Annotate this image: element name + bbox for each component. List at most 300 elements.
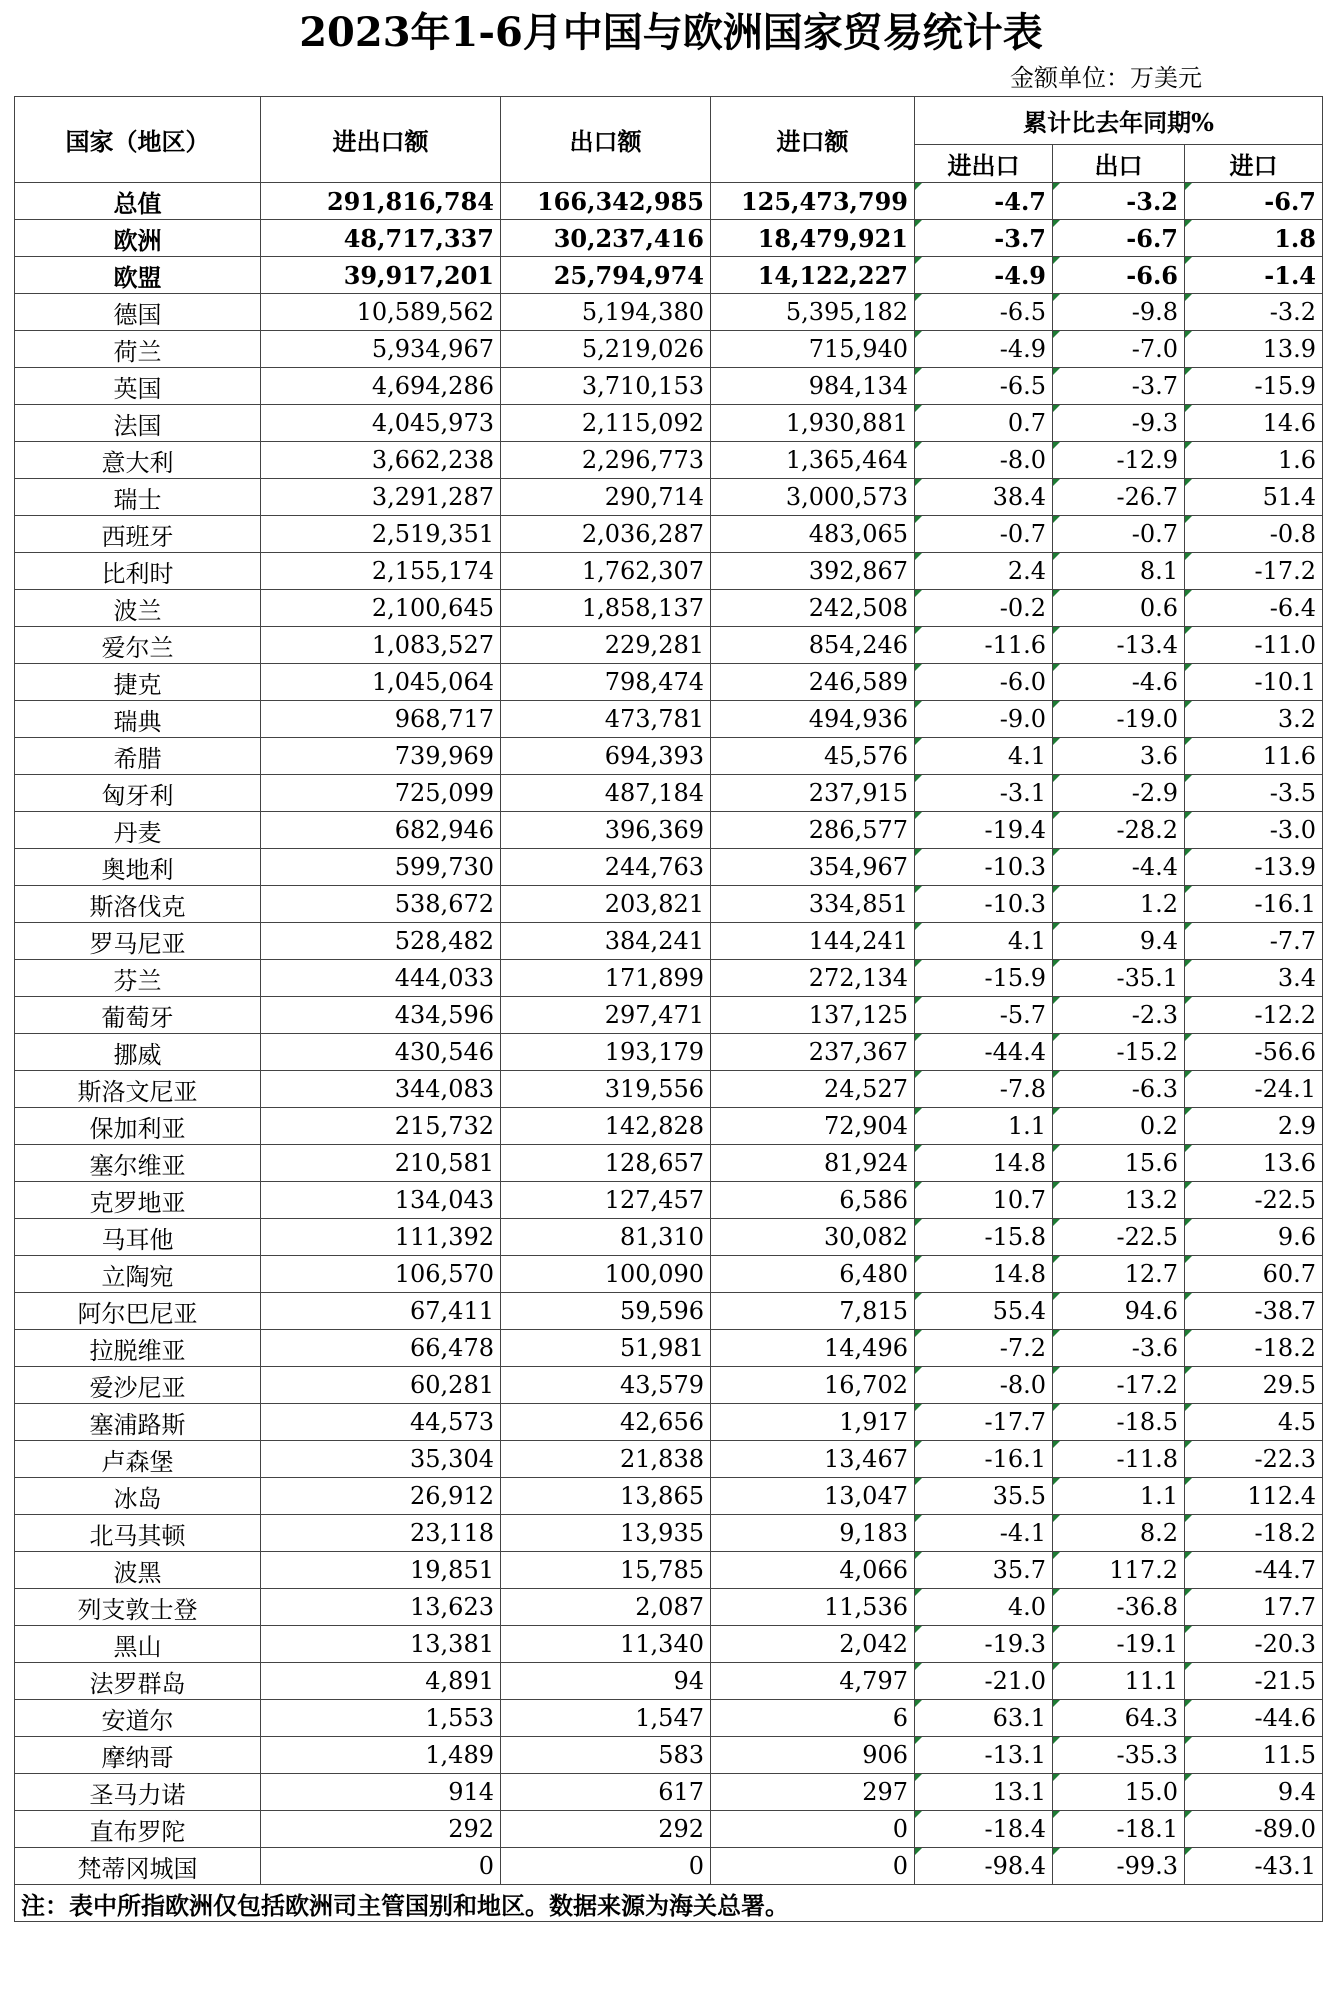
- growth-export: -9.3: [1053, 405, 1185, 442]
- table-row: [15, 701, 1323, 738]
- table-row: [15, 923, 1323, 960]
- import-value: 354,967: [711, 849, 915, 886]
- country-name: 希腊: [15, 738, 261, 775]
- total-value: 134,043: [261, 1182, 501, 1219]
- growth-export: -28.2: [1053, 812, 1185, 849]
- country-name: 爱尔兰: [15, 627, 261, 664]
- growth-export: -2.9: [1053, 775, 1185, 812]
- growth-import: 51.4: [1185, 479, 1323, 516]
- growth-import: -17.2: [1185, 553, 1323, 590]
- table-row: [15, 960, 1323, 997]
- growth-total: 4.0: [915, 1589, 1053, 1626]
- growth-total: -6.5: [915, 294, 1053, 331]
- table-row: [15, 368, 1323, 405]
- total-value: 444,033: [261, 960, 501, 997]
- growth-export: 117.2: [1053, 1552, 1185, 1589]
- country-name: 冰岛: [15, 1478, 261, 1515]
- export-value: 5,219,026: [501, 331, 711, 368]
- total-value: 292: [261, 1811, 501, 1848]
- total-value: 344,083: [261, 1071, 501, 1108]
- table-row: [15, 590, 1323, 627]
- import-value: 81,924: [711, 1145, 915, 1182]
- growth-total: 1.1: [915, 1108, 1053, 1145]
- growth-export: -26.7: [1053, 479, 1185, 516]
- total-value: 19,851: [261, 1552, 501, 1589]
- growth-export: -35.3: [1053, 1737, 1185, 1774]
- import-value: 6,480: [711, 1256, 915, 1293]
- growth-total: 63.1: [915, 1700, 1053, 1737]
- growth-total: 4.1: [915, 923, 1053, 960]
- export-value: 487,184: [501, 775, 711, 812]
- export-value: 2,115,092: [501, 405, 711, 442]
- table-row: [15, 1108, 1323, 1145]
- growth-import: -3.2: [1185, 294, 1323, 331]
- growth-import: 3.2: [1185, 701, 1323, 738]
- import-value: 1,930,881: [711, 405, 915, 442]
- export-value: 583: [501, 1737, 711, 1774]
- country-name: 波黑: [15, 1552, 261, 1589]
- growth-import: -43.1: [1185, 1848, 1323, 1885]
- growth-total: 55.4: [915, 1293, 1053, 1330]
- export-value: 396,369: [501, 812, 711, 849]
- country-name: 安道尔: [15, 1700, 261, 1737]
- growth-export: -35.1: [1053, 960, 1185, 997]
- export-value: 5,194,380: [501, 294, 711, 331]
- total-value: 538,672: [261, 886, 501, 923]
- import-value: 237,915: [711, 775, 915, 812]
- growth-import: 13.9: [1185, 331, 1323, 368]
- growth-import: 4.5: [1185, 1404, 1323, 1441]
- import-value: 1,365,464: [711, 442, 915, 479]
- import-value: 144,241: [711, 923, 915, 960]
- country-name: 保加利亚: [15, 1108, 261, 1145]
- growth-total: -18.4: [915, 1811, 1053, 1848]
- table-row: [15, 183, 1323, 220]
- growth-total: -15.9: [915, 960, 1053, 997]
- table-row: [15, 1737, 1323, 1774]
- total-value: 13,381: [261, 1626, 501, 1663]
- growth-total: -13.1: [915, 1737, 1053, 1774]
- growth-export: -3.6: [1053, 1330, 1185, 1367]
- growth-total: -19.3: [915, 1626, 1053, 1663]
- export-value: 473,781: [501, 701, 711, 738]
- import-value: 854,246: [711, 627, 915, 664]
- export-value: 51,981: [501, 1330, 711, 1367]
- export-value: 30,237,416: [501, 220, 711, 257]
- growth-import: -18.2: [1185, 1515, 1323, 1552]
- total-value: 35,304: [261, 1441, 501, 1478]
- export-value: 94: [501, 1663, 711, 1700]
- export-value: 13,865: [501, 1478, 711, 1515]
- growth-import: -3.5: [1185, 775, 1323, 812]
- export-value: 43,579: [501, 1367, 711, 1404]
- growth-import: -6.4: [1185, 590, 1323, 627]
- growth-total: -21.0: [915, 1663, 1053, 1700]
- country-name: 比利时: [15, 553, 261, 590]
- growth-import: 60.7: [1185, 1256, 1323, 1293]
- growth-total: 35.5: [915, 1478, 1053, 1515]
- table-row: [15, 1404, 1323, 1441]
- country-name: 摩纳哥: [15, 1737, 261, 1774]
- country-name: 马耳他: [15, 1219, 261, 1256]
- growth-total: -17.7: [915, 1404, 1053, 1441]
- page-title: 2023年1-6月中国与欧洲国家贸易统计表: [299, 9, 1043, 56]
- export-value: 319,556: [501, 1071, 711, 1108]
- export-value: 127,457: [501, 1182, 711, 1219]
- growth-export: -12.9: [1053, 442, 1185, 479]
- country-name: 罗马尼亚: [15, 923, 261, 960]
- total-value: 39,917,201: [261, 257, 501, 294]
- growth-export: -11.8: [1053, 1441, 1185, 1478]
- table-row: [15, 553, 1323, 590]
- growth-export: -4.4: [1053, 849, 1185, 886]
- growth-total: -4.9: [915, 257, 1053, 294]
- table-row: [15, 1256, 1323, 1293]
- total-value: 682,946: [261, 812, 501, 849]
- growth-export: -2.3: [1053, 997, 1185, 1034]
- table-row: [15, 1700, 1323, 1737]
- country-name: 总值: [15, 183, 261, 220]
- import-value: 246,589: [711, 664, 915, 701]
- growth-export: -17.2: [1053, 1367, 1185, 1404]
- growth-export: 15.0: [1053, 1774, 1185, 1811]
- country-name: 德国: [15, 294, 261, 331]
- table-row: [15, 1367, 1323, 1404]
- country-name: 卢森堡: [15, 1441, 261, 1478]
- total-value: 48,717,337: [261, 220, 501, 257]
- unit-label: 金额单位：万美元: [1010, 64, 1202, 92]
- country-name: 拉脱维亚: [15, 1330, 261, 1367]
- table-row: [15, 1330, 1323, 1367]
- header-growth-export: 出口: [1053, 145, 1185, 183]
- country-name: 塞浦路斯: [15, 1404, 261, 1441]
- country-name: 意大利: [15, 442, 261, 479]
- export-value: 2,036,287: [501, 516, 711, 553]
- import-value: 24,527: [711, 1071, 915, 1108]
- country-name: 波兰: [15, 590, 261, 627]
- export-value: 171,899: [501, 960, 711, 997]
- country-name: 梵蒂冈城国: [15, 1848, 261, 1885]
- growth-export: -6.6: [1053, 257, 1185, 294]
- export-value: 59,596: [501, 1293, 711, 1330]
- growth-total: -10.3: [915, 886, 1053, 923]
- country-name: 法罗群岛: [15, 1663, 261, 1700]
- growth-total: 13.1: [915, 1774, 1053, 1811]
- growth-import: -20.3: [1185, 1626, 1323, 1663]
- table-row: [15, 1589, 1323, 1626]
- total-value: 210,581: [261, 1145, 501, 1182]
- country-name: 爱沙尼亚: [15, 1367, 261, 1404]
- total-value: 914: [261, 1774, 501, 1811]
- total-value: 3,662,238: [261, 442, 501, 479]
- import-value: 494,936: [711, 701, 915, 738]
- growth-total: -6.0: [915, 664, 1053, 701]
- total-value: 13,623: [261, 1589, 501, 1626]
- import-value: 14,496: [711, 1330, 915, 1367]
- country-name: 斯洛文尼亚: [15, 1071, 261, 1108]
- growth-import: 112.4: [1185, 1478, 1323, 1515]
- growth-export: -13.4: [1053, 627, 1185, 664]
- total-value: 291,816,784: [261, 183, 501, 220]
- growth-import: 17.7: [1185, 1589, 1323, 1626]
- country-name: 匈牙利: [15, 775, 261, 812]
- export-value: 292: [501, 1811, 711, 1848]
- table-row: [15, 1145, 1323, 1182]
- import-value: 45,576: [711, 738, 915, 775]
- header-export: 出口额: [501, 97, 711, 183]
- import-value: 13,047: [711, 1478, 915, 1515]
- export-value: 13,935: [501, 1515, 711, 1552]
- table-row: [15, 738, 1323, 775]
- growth-import: 1.6: [1185, 442, 1323, 479]
- growth-total: -4.1: [915, 1515, 1053, 1552]
- country-name: 北马其顿: [15, 1515, 261, 1552]
- footnote: 注：表中所指欧洲仅包括欧洲司主管国别和地区。数据来源为海关总署。: [15, 1885, 1323, 1922]
- country-name: 瑞典: [15, 701, 261, 738]
- total-value: 3,291,287: [261, 479, 501, 516]
- growth-export: -3.2: [1053, 183, 1185, 220]
- growth-total: -11.6: [915, 627, 1053, 664]
- country-name: 丹麦: [15, 812, 261, 849]
- growth-total: -19.4: [915, 812, 1053, 849]
- growth-import: 29.5: [1185, 1367, 1323, 1404]
- growth-total: 35.7: [915, 1552, 1053, 1589]
- table-row: [15, 812, 1323, 849]
- country-name: 葡萄牙: [15, 997, 261, 1034]
- growth-import: -44.7: [1185, 1552, 1323, 1589]
- growth-total: -0.7: [915, 516, 1053, 553]
- table-row: [15, 1034, 1323, 1071]
- table-row: [15, 1441, 1323, 1478]
- growth-total: -6.5: [915, 368, 1053, 405]
- growth-total: 4.1: [915, 738, 1053, 775]
- growth-import: 13.6: [1185, 1145, 1323, 1182]
- growth-export: 9.4: [1053, 923, 1185, 960]
- import-value: 9,183: [711, 1515, 915, 1552]
- import-value: 6,586: [711, 1182, 915, 1219]
- export-value: 81,310: [501, 1219, 711, 1256]
- growth-export: -7.0: [1053, 331, 1185, 368]
- table-row: [15, 627, 1323, 664]
- total-value: 215,732: [261, 1108, 501, 1145]
- export-value: 166,342,985: [501, 183, 711, 220]
- growth-export: -18.5: [1053, 1404, 1185, 1441]
- growth-export: -18.1: [1053, 1811, 1185, 1848]
- growth-total: 14.8: [915, 1256, 1053, 1293]
- table-row: [15, 1182, 1323, 1219]
- total-value: 5,934,967: [261, 331, 501, 368]
- table-row: [15, 331, 1323, 368]
- country-name: 荷兰: [15, 331, 261, 368]
- growth-total: -3.7: [915, 220, 1053, 257]
- total-value: 2,100,645: [261, 590, 501, 627]
- total-value: 739,969: [261, 738, 501, 775]
- import-value: 2,042: [711, 1626, 915, 1663]
- growth-import: -18.2: [1185, 1330, 1323, 1367]
- table-row: [15, 1663, 1323, 1700]
- export-value: 244,763: [501, 849, 711, 886]
- header-growth-import: 进口: [1185, 145, 1323, 183]
- growth-total: -8.0: [915, 442, 1053, 479]
- country-name: 英国: [15, 368, 261, 405]
- growth-total: -44.4: [915, 1034, 1053, 1071]
- growth-total: -15.8: [915, 1219, 1053, 1256]
- export-value: 694,393: [501, 738, 711, 775]
- growth-import: 9.4: [1185, 1774, 1323, 1811]
- growth-total: -10.3: [915, 849, 1053, 886]
- table-row: [15, 1515, 1323, 1552]
- growth-total: 2.4: [915, 553, 1053, 590]
- growth-export: 0.6: [1053, 590, 1185, 627]
- growth-import: 11.6: [1185, 738, 1323, 775]
- export-value: 11,340: [501, 1626, 711, 1663]
- country-name: 捷克: [15, 664, 261, 701]
- table-row: [15, 1293, 1323, 1330]
- total-value: 528,482: [261, 923, 501, 960]
- import-value: 1,917: [711, 1404, 915, 1441]
- total-value: 2,155,174: [261, 553, 501, 590]
- growth-import: -3.0: [1185, 812, 1323, 849]
- growth-import: -89.0: [1185, 1811, 1323, 1848]
- growth-export: -19.1: [1053, 1626, 1185, 1663]
- growth-export: 8.1: [1053, 553, 1185, 590]
- import-value: 4,066: [711, 1552, 915, 1589]
- import-value: 334,851: [711, 886, 915, 923]
- growth-export: -15.2: [1053, 1034, 1185, 1071]
- export-value: 142,828: [501, 1108, 711, 1145]
- country-name: 欧洲: [15, 220, 261, 257]
- growth-export: 3.6: [1053, 738, 1185, 775]
- country-name: 芬兰: [15, 960, 261, 997]
- growth-total: -0.2: [915, 590, 1053, 627]
- growth-export: -0.7: [1053, 516, 1185, 553]
- export-value: 2,296,773: [501, 442, 711, 479]
- import-value: 715,940: [711, 331, 915, 368]
- import-value: 272,134: [711, 960, 915, 997]
- total-value: 599,730: [261, 849, 501, 886]
- growth-import: -12.2: [1185, 997, 1323, 1034]
- country-name: 西班牙: [15, 516, 261, 553]
- import-value: 297: [711, 1774, 915, 1811]
- growth-total: 14.8: [915, 1145, 1053, 1182]
- growth-export: -99.3: [1053, 1848, 1185, 1885]
- growth-import: 9.6: [1185, 1219, 1323, 1256]
- country-name: 法国: [15, 405, 261, 442]
- import-value: 5,395,182: [711, 294, 915, 331]
- import-value: 0: [711, 1848, 915, 1885]
- growth-export: 13.2: [1053, 1182, 1185, 1219]
- import-value: 3,000,573: [711, 479, 915, 516]
- country-name: 欧盟: [15, 257, 261, 294]
- growth-export: 1.2: [1053, 886, 1185, 923]
- growth-import: -38.7: [1185, 1293, 1323, 1330]
- growth-export: -3.7: [1053, 368, 1185, 405]
- growth-total: -7.2: [915, 1330, 1053, 1367]
- export-value: 15,785: [501, 1552, 711, 1589]
- total-value: 4,694,286: [261, 368, 501, 405]
- table-row: [15, 1071, 1323, 1108]
- total-value: 1,045,064: [261, 664, 501, 701]
- import-value: 30,082: [711, 1219, 915, 1256]
- total-value: 66,478: [261, 1330, 501, 1367]
- table-row: [15, 1219, 1323, 1256]
- total-value: 1,083,527: [261, 627, 501, 664]
- table-row: [15, 294, 1323, 331]
- import-value: 392,867: [711, 553, 915, 590]
- import-value: 16,702: [711, 1367, 915, 1404]
- total-value: 1,553: [261, 1700, 501, 1737]
- table-row: [15, 479, 1323, 516]
- country-name: 塞尔维亚: [15, 1145, 261, 1182]
- total-value: 968,717: [261, 701, 501, 738]
- country-name: 直布罗陀: [15, 1811, 261, 1848]
- table-row: [15, 1626, 1323, 1663]
- export-value: 2,087: [501, 1589, 711, 1626]
- import-value: 483,065: [711, 516, 915, 553]
- growth-import: -15.9: [1185, 368, 1323, 405]
- total-value: 1,489: [261, 1737, 501, 1774]
- growth-import: -7.7: [1185, 923, 1323, 960]
- header-total: 进出口额: [261, 97, 501, 183]
- export-value: 0: [501, 1848, 711, 1885]
- country-name: 立陶宛: [15, 1256, 261, 1293]
- growth-total: -3.1: [915, 775, 1053, 812]
- import-value: 137,125: [711, 997, 915, 1034]
- import-value: 4,797: [711, 1663, 915, 1700]
- growth-export: -22.5: [1053, 1219, 1185, 1256]
- growth-import: -24.1: [1185, 1071, 1323, 1108]
- growth-import: -56.6: [1185, 1034, 1323, 1071]
- growth-export: -6.3: [1053, 1071, 1185, 1108]
- export-value: 290,714: [501, 479, 711, 516]
- growth-export: 0.2: [1053, 1108, 1185, 1145]
- header-growth-total: 进出口: [915, 145, 1053, 183]
- import-value: 11,536: [711, 1589, 915, 1626]
- growth-import: -22.3: [1185, 1441, 1323, 1478]
- total-value: 106,570: [261, 1256, 501, 1293]
- export-value: 229,281: [501, 627, 711, 664]
- header-country: 国家（地区）: [15, 97, 261, 183]
- table-row: [15, 1774, 1323, 1811]
- total-value: 60,281: [261, 1367, 501, 1404]
- export-value: 1,547: [501, 1700, 711, 1737]
- country-name: 瑞士: [15, 479, 261, 516]
- import-value: 72,904: [711, 1108, 915, 1145]
- total-value: 111,392: [261, 1219, 501, 1256]
- export-value: 617: [501, 1774, 711, 1811]
- country-name: 圣马力诺: [15, 1774, 261, 1811]
- growth-total: -16.1: [915, 1441, 1053, 1478]
- import-value: 18,479,921: [711, 220, 915, 257]
- import-value: 13,467: [711, 1441, 915, 1478]
- growth-import: -13.9: [1185, 849, 1323, 886]
- growth-export: 64.3: [1053, 1700, 1185, 1737]
- table-row: [15, 664, 1323, 701]
- import-value: 14,122,227: [711, 257, 915, 294]
- table-row: [15, 220, 1323, 257]
- total-value: 44,573: [261, 1404, 501, 1441]
- growth-import: -0.8: [1185, 516, 1323, 553]
- growth-import: -22.5: [1185, 1182, 1323, 1219]
- export-value: 25,794,974: [501, 257, 711, 294]
- growth-import: -16.1: [1185, 886, 1323, 923]
- growth-total: 10.7: [915, 1182, 1053, 1219]
- table-row: [15, 257, 1323, 294]
- import-value: 242,508: [711, 590, 915, 627]
- country-name: 黑山: [15, 1626, 261, 1663]
- total-value: 4,045,973: [261, 405, 501, 442]
- growth-export: 15.6: [1053, 1145, 1185, 1182]
